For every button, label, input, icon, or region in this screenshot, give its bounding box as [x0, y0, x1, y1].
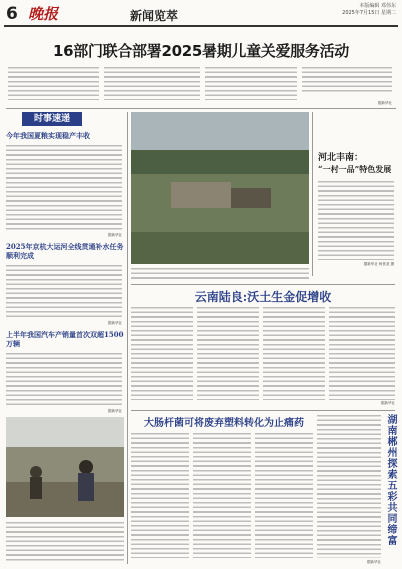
brief-1-editor: 据新华社 — [108, 233, 122, 237]
photo-top-middle — [131, 112, 309, 264]
right-column-subtitle: “一村一品”特色发展 — [318, 164, 392, 174]
masthead-rule — [4, 25, 398, 27]
hunan-editor: 据新华社 — [367, 560, 381, 564]
yunnan-body-col4 — [329, 306, 395, 400]
lead-body-col2 — [104, 66, 200, 100]
right-column-editor: 据新华社 杨世尧 摄 — [363, 262, 394, 266]
yunnan-editor: 据新华社 — [381, 401, 395, 405]
lead-divider — [6, 108, 396, 109]
editor-line: 本版编辑 邓伟东 — [359, 3, 396, 9]
hunan-body-col1 — [131, 432, 189, 558]
right-column-title: 河北丰南： — [318, 153, 364, 163]
lead-headline: 16部门联合部署2025暑期儿童关爱服务活动 — [52, 42, 350, 60]
hunan-vertical-title: 湖南郴州探索五彩共同缔富 — [385, 414, 396, 546]
yunnan-body-col2 — [197, 306, 259, 400]
hunan-body-col2 — [193, 432, 251, 558]
brief-1-title: 今年我国夏粮实现稳产丰收 — [6, 131, 90, 140]
yunnan-body-col3 — [263, 306, 325, 400]
hunan-headline: 大肠杆菌可将废弃塑料转化为止痛药 — [144, 418, 304, 429]
yunnan-body-col1 — [131, 306, 193, 400]
hunan-body-col3 — [255, 432, 313, 558]
lead-body-col3 — [205, 66, 297, 100]
lead-body-col4 — [302, 66, 392, 94]
lead-body-col1 — [8, 66, 99, 100]
section-title: 新闻览萃 — [130, 9, 179, 23]
brief-3-body — [6, 352, 122, 408]
brief-2-title: 2025年京杭大运河全线贯通补水任务顺利完成 — [6, 242, 124, 260]
hunan-top-rule — [131, 410, 395, 411]
news-brief-banner: 时事速递 — [22, 112, 82, 126]
middle-photo-caption — [131, 267, 309, 281]
photo-caption — [6, 521, 124, 563]
photo-drawing — [6, 417, 124, 517]
brief-3-title: 上半年我国汽车产销量首次双超1500万辆 — [6, 330, 124, 348]
newspaper-logo: 晚报 — [28, 5, 59, 23]
lead-editor: 据新华社 — [378, 101, 392, 105]
brief-3-editor: 据新华社 — [108, 409, 122, 413]
right-column-divider — [312, 112, 313, 276]
date-line: 2025年7月15日 星期二 — [342, 10, 396, 16]
yunnan-top-rule — [131, 284, 395, 285]
yunnan-headline: 云南陆良:沃土生金促增收 — [194, 290, 332, 304]
brief-2-body — [6, 264, 122, 320]
left-column-divider — [127, 112, 128, 564]
page-number: 6 — [6, 4, 18, 24]
brief-1-body — [6, 144, 122, 232]
masthead-meta — [342, 3, 396, 17]
brief-2-editor: 据新华社 — [108, 321, 122, 325]
hunan-body-col4 — [317, 414, 381, 558]
photo-bottom-left — [6, 417, 124, 517]
farm-photo — [131, 112, 309, 264]
right-column-body — [318, 180, 394, 260]
